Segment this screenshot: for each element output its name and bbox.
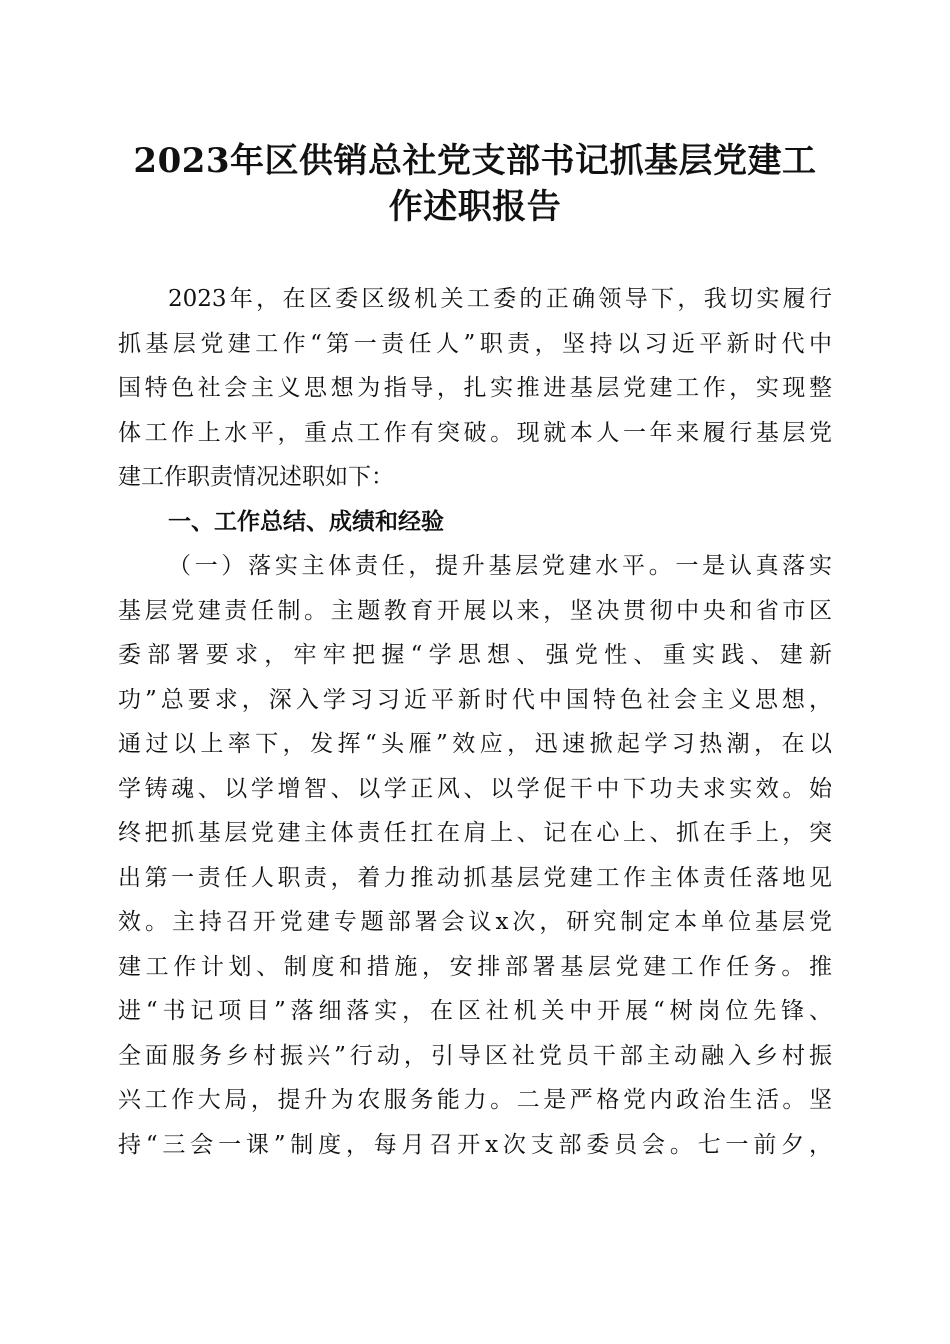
intro-line: 建工作职责情况述职如下： [118, 464, 394, 490]
title-line-2: 作述职报告 [388, 187, 562, 227]
section-line: 出第一责任人职责，着力推动抓基层党建工作主体责任落地见 [118, 864, 832, 891]
title-line-1: 2023年区供销总社党支部书记抓基层党建工 [133, 141, 817, 181]
section-line: 学铸魂、以学增智、以学正风、以学促干中下功夫求实效。始 [118, 775, 832, 802]
document-title [125, 138, 825, 230]
section-line: 基层党建责任制。主题教育开展以来，坚决贯彻中央和省市区 [118, 597, 832, 624]
section-heading: 一、工作总结、成绩和经验 [168, 508, 444, 535]
section-line: 效。主持召开党建专题部署会议x次，研究制定本单位基层党 [118, 909, 832, 935]
section-line: 全面服务乡村振兴”行动，引导区社党员干部主动融入乡村振 [118, 1042, 832, 1069]
section-line: 功”总要求，深入学习习近平新时代中国特色社会主义思想， [118, 686, 832, 713]
intro-line: 体工作上水平，重点工作有突破。现就本人一年来履行基层党 [118, 419, 832, 446]
section-line: 持“三会一课”制度，每月召开x次支部委员会。七一前夕， [118, 1131, 832, 1158]
section-line: 兴工作大局，提升为农服务能力。二是严格党内政治生活。坚 [118, 1087, 832, 1113]
intro-line: 抓基层党建工作“第一责任人”职责，坚持以习近平新时代中 [118, 330, 832, 357]
section-line: 通过以上率下，发挥“头雁”效应，迅速掀起学习热潮，在以 [118, 731, 832, 757]
intro-line: 国特色社会主义思想为指导，扎实推进基层党建工作，实现整 [118, 375, 832, 401]
section-line: 建工作计划、制度和措施，安排部署基层党建工作任务。推 [118, 953, 832, 980]
section-line: 进“书记项目”落细落实，在区社机关中开展“树岗位先锋、 [118, 998, 832, 1024]
section-line: （一）落实主体责任，提升基层党建水平。一是认真落实 [168, 553, 832, 579]
intro-line: 2023年，在区委区级机关工委的正确领导下，我切实履行 [168, 286, 832, 312]
document-body [118, 277, 832, 1167]
section-line: 终把抓基层党建主体责任扛在肩上、记在心上、抓在手上，突 [118, 820, 832, 846]
section-line: 委部署要求，牢牢把握“学思想、强党性、重实践、建新 [118, 642, 832, 668]
